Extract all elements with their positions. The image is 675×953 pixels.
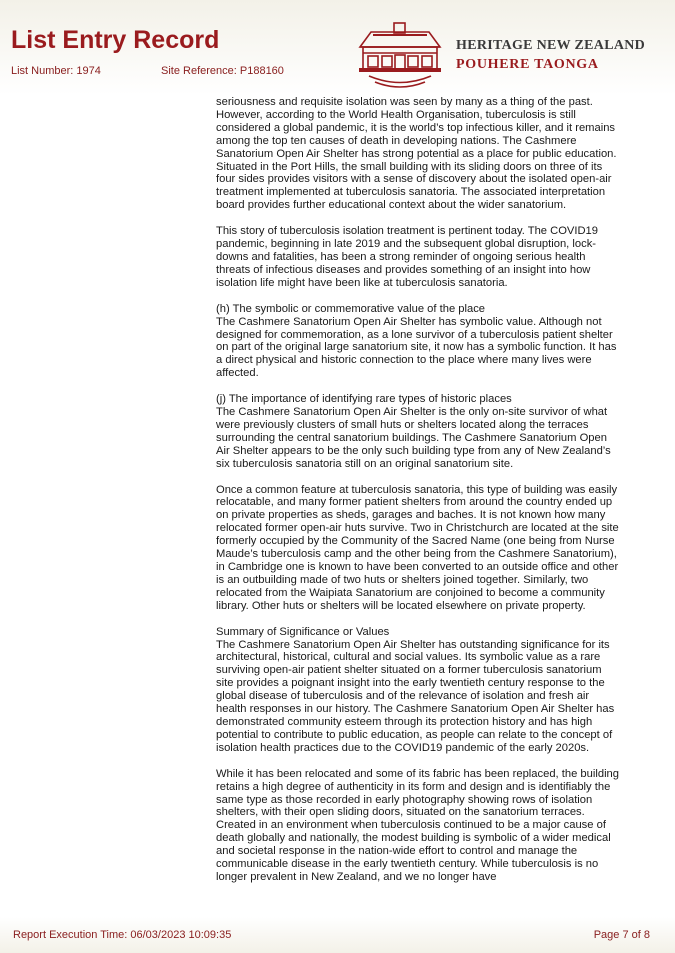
org-name-maori: POUHERE TAONGA [456,57,599,72]
site-reference: Site Reference: P188160 [161,65,284,77]
document-body [216,96,621,897]
section-h [216,303,621,380]
paragraph: Once a common feature at tuberculosis sanatoria, this type of building was easily relocatable, and many former patient shelters from around the country ended up on private properties as sheds, garages and baches. It is not known how many relocated former open-air huts survive. Two in Christchurch are located at the site formerly occupied by the Community of the Sacred Name (one being from Nurse Maude’s tuberculosis camp and the other being from the Cashmere Sanatorium), in Cambridge one is known to have been converted to an outside office and other is an outbuilding made of two huts or shelters joined together. Similarly, two relocated from the Waipiata Sanatorium are conjoined to become a community library. Other huts or shelters will be located elsewhere on private property. [216,483,619,612]
section-heading: (j) The importance of identifying rare types of historic places [216,393,512,406]
paragraph: seriousness and requisite isolation was seen by many as a thing of the past. However, according to the World Health Organisation, tuberculosis is still considered a global pandemic, it is the world’s top infectious killer, and it remains among the top ten causes of death in developing nations. The Cashmere Sanatorium Open Air Shelter has strong potential as a place for public education. Situated in the Port Hills, the small building with its sliding doors on three of its four sides provides visitors with a sense of discovery about the isolated open-air treatment implemented at tuberculosis sanatoria. The associated interpretation board provides further educational context about the wider sanatorium. [216,96,617,212]
paragraph: The Cashmere Sanatorium Open Air Shelter has outstanding significance for its architectural, historical, cultural and social values. Its symbolic value as a rare surviving open-air patient shelter situated on a former tuberculosis sanatorium site provides a poignant insight into the early twentieth century response to the global disease of tuberculosis and of the relevance of isolation and fresh air health responses in our history. The Cashmere Sanatorium Open Air Shelter has demonstrated community esteem through its protection history and has high potential to contribute to public education, as people can relate to the concept of isolation health practices due to the COVID19 pandemic of the early 2020s. [216,638,615,754]
report-execution-time: Report Execution Time: 06/03/2023 10:09:35 [13,929,232,941]
page-title: List Entry Record [11,26,220,54]
section-j [216,393,621,470]
paragraph: The Cashmere Sanatorium Open Air Shelter has symbolic value. Although not designed for commemoration, as a lone survivor of a tuberculosis patient shelter on part of the original large sanatorium site, it now has a symbolic function. It has a direct physical and historic connection to the place where many lives were affected. [216,315,617,380]
heritage-house-logo-icon [357,21,443,91]
page-number: Page 7 of 8 [593,929,650,941]
paragraph: This story of tuberculosis isolation treatment is pertinent today. The COVID19 pandemic, beginning in late 2019 and the subsequent global disruption, lock-downs and fatalities, has been a strong reminder of ongoing serious health threats of infectious diseases and provides something of an insight into how isolation life might have been like at tuberculosis sanatoria. [216,225,599,289]
paragraph: While it has been relocated and some of its fabric has been replaced, the building retains a high degree of authenticity in its form and design and is identifiably the same type as those recorded in early photography showing rows of isolation shelters, with their open sliding doors, situated on the sanatorium terraces. Created in an environment when tuberculosis continued to be a major cause of death globally and nationally, the modest building is symbolic of a wider medical and societal response in the nation-wide effort to control and manage the communicable disease in the early twentieth century. While tuberculosis is no longer prevalent in New Zealand, and we no longer have [216,767,619,883]
section-heading: Summary of Significance or Values [216,625,390,638]
org-name-english: HERITAGE NEW ZEALAND [456,38,646,53]
list-number: List Number: 1974 [11,65,101,77]
page-header [0,0,675,95]
section-summary [216,626,621,755]
paragraph: The Cashmere Sanatorium Open Air Shelter is the only on-site survivor of what were previously clusters of small huts or shelters located along the terraces surrounding the central sanatorium buildings. The Cashmere Sanatorium Open Air Shelter appears to be the only such building type from any of New Zealand’s six tuberculosis sanatoria still on an original sanatorium site. [216,406,611,470]
section-heading: (h) The symbolic or commemorative value of the place [216,302,486,315]
